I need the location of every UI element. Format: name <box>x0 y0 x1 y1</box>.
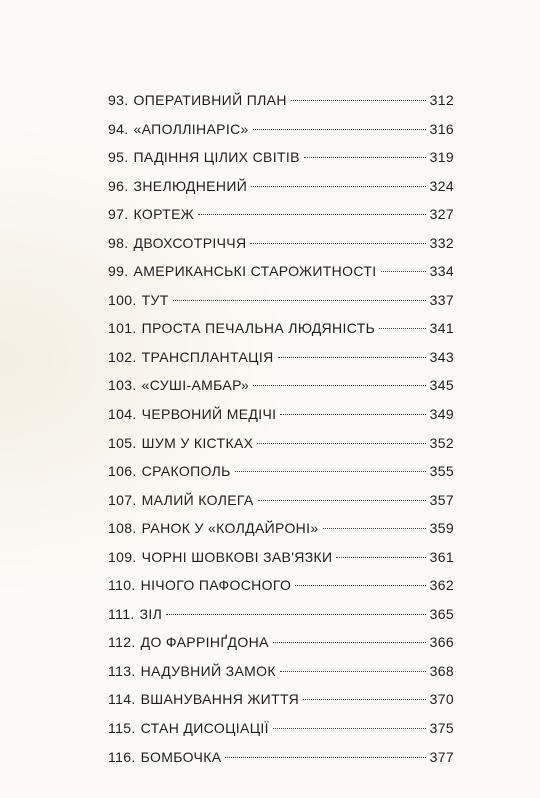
toc-entry-number: 100. <box>108 291 137 308</box>
dot-leader <box>273 728 426 729</box>
toc-entry <box>108 400 454 429</box>
toc-entry-page-number: 345 <box>429 377 454 394</box>
toc-entry <box>108 571 454 600</box>
toc-entry <box>108 172 454 201</box>
toc-entry-title: ПРОСТА ПЕЧАЛЬНА ЛЮДЯНІСТЬ <box>141 320 376 337</box>
toc-entry <box>108 743 454 772</box>
toc-entry-title: ПАДІННЯ ЦІЛИХ СВІТІВ <box>133 149 300 166</box>
toc-entry-page-number: 375 <box>429 720 454 737</box>
toc-entry-title: «СУШІ-АМБАР» <box>141 377 250 394</box>
toc-entry-number: 107. <box>108 491 137 508</box>
toc-entry <box>108 343 454 372</box>
toc-entry-number: 116. <box>108 748 136 765</box>
toc-entry <box>108 600 454 629</box>
toc-entry-number: 95. <box>108 149 129 166</box>
toc-entry-title: МАЛИЙ КОЛЕГА <box>141 491 254 508</box>
toc-entry-page-number: 334 <box>429 263 454 280</box>
toc-entry-number: 114. <box>108 691 136 708</box>
toc-entry-title: ЗНЕЛЮДНЕНИЙ <box>133 177 248 194</box>
toc-entry-page-number: 377 <box>429 748 454 765</box>
dot-leader <box>379 328 425 329</box>
toc-entry-number: 97. <box>108 206 129 223</box>
toc-entry-number: 112. <box>108 634 136 651</box>
toc-entry-title: ДО ФАРРІНҐДОНА <box>140 634 269 651</box>
toc-entry-page-number: 327 <box>429 206 454 223</box>
toc-entry <box>108 657 454 686</box>
toc-entry-title: ТУТ <box>141 291 169 308</box>
toc-entry-title: ДВОХСОТРІЧЧЯ <box>133 234 247 251</box>
toc-entry-page-number: 355 <box>429 463 454 480</box>
toc-entry-title: КОРТЕЖ <box>133 206 195 223</box>
toc-entry <box>108 200 454 229</box>
toc-entry-title: ТРАНСПЛАНТАЦІЯ <box>141 348 274 365</box>
dot-leader <box>291 100 426 101</box>
toc-entry-page-number: 343 <box>429 348 454 365</box>
toc-entry-page-number: 368 <box>429 662 454 679</box>
toc-entry <box>108 486 454 515</box>
toc-entry <box>108 457 454 486</box>
toc-entry <box>108 543 454 572</box>
toc-entry-number: 102. <box>108 348 137 365</box>
toc-entry-title: АМЕРИКАНСЬКІ СТАРОЖИТНОСТІ <box>133 263 377 280</box>
dot-leader <box>225 757 425 758</box>
toc-entry-number: 94. <box>108 120 129 137</box>
toc-entry-number: 108. <box>108 520 137 537</box>
toc-entry-title: ЗІЛ <box>139 605 163 622</box>
toc-entry <box>108 86 454 115</box>
toc-entry-number: 98. <box>108 234 129 251</box>
dot-leader <box>304 157 426 158</box>
dot-leader <box>381 271 426 272</box>
toc-entry-page-number: 349 <box>429 406 454 423</box>
toc-entry-number: 113. <box>108 662 136 679</box>
dot-leader <box>278 357 426 358</box>
toc-entry-title: СРАКОПОЛЬ <box>141 463 231 480</box>
toc-entry <box>108 115 454 144</box>
dot-leader <box>257 443 425 444</box>
toc-entry-number: 110. <box>108 577 136 594</box>
toc-entry-number: 106. <box>108 463 137 480</box>
toc-entry-title: СТАН ДИСОЦІАЦІЇ <box>140 720 269 737</box>
toc-entry-page-number: 324 <box>429 177 454 194</box>
dot-leader <box>280 414 425 415</box>
toc-entry <box>108 514 454 543</box>
toc-entry-page-number: 357 <box>429 491 454 508</box>
dot-leader <box>295 585 425 586</box>
dot-leader <box>323 528 426 529</box>
toc-entry-page-number: 362 <box>429 577 454 594</box>
toc-entry <box>108 714 454 743</box>
toc-entry-title: ВШАНУВАННЯ ЖИТТЯ <box>140 691 300 708</box>
toc-entry-page-number: 359 <box>429 520 454 537</box>
table-of-contents <box>108 86 454 771</box>
toc-entry-title: «АПОЛЛІНАРІС» <box>133 120 249 137</box>
dot-leader <box>303 699 426 700</box>
toc-entry-title: НІЧОГО ПАФОСНОГО <box>140 577 292 594</box>
toc-entry-page-number: 366 <box>429 634 454 651</box>
toc-entry-page-number: 361 <box>429 548 454 565</box>
dot-leader <box>273 642 426 643</box>
toc-entry <box>108 429 454 458</box>
toc-entry-title: ШУМ У КІСТКАХ <box>141 434 254 451</box>
toc-entry-title: ЧЕРВОНИЙ МЕДІЧІ <box>141 406 277 423</box>
dot-leader <box>280 671 426 672</box>
dot-leader <box>336 557 425 558</box>
toc-entry-page-number: 352 <box>429 434 454 451</box>
dot-leader <box>173 300 426 301</box>
toc-entry-title: БОМБОЧКА <box>140 748 222 765</box>
toc-entry <box>108 371 454 400</box>
toc-entry <box>108 229 454 258</box>
toc-entry-title: ЧОРНІ ШОВКОВІ ЗАВ'ЯЗКИ <box>141 548 333 565</box>
toc-entry-page-number: 341 <box>429 320 454 337</box>
toc-entry-number: 111. <box>108 605 135 622</box>
dot-leader <box>198 214 426 215</box>
toc-entry-page-number: 312 <box>429 92 454 108</box>
toc-entry-title: НАДУВНИЙ ЗАМОК <box>140 662 276 679</box>
dot-leader <box>258 500 426 501</box>
dot-leader <box>250 243 425 244</box>
toc-entry-number: 109. <box>108 548 137 565</box>
toc-entry-number: 101. <box>108 320 137 337</box>
toc-entry <box>108 628 454 657</box>
dot-leader <box>251 186 425 187</box>
dot-leader <box>253 129 426 130</box>
toc-entry-number: 115. <box>108 720 136 737</box>
toc-entry-page-number: 316 <box>429 120 454 137</box>
toc-entry-page-number: 370 <box>429 691 454 708</box>
toc-entry <box>108 685 454 714</box>
toc-entry-title: ОПЕРАТИВНИЙ ПЛАН <box>133 92 287 108</box>
toc-entry <box>108 257 454 286</box>
dot-leader <box>235 471 426 472</box>
toc-entry-number: 99. <box>108 263 129 280</box>
toc-entry-page-number: 332 <box>429 234 454 251</box>
toc-entry-page-number: 337 <box>429 291 454 308</box>
toc-entry-number: 93. <box>108 92 129 108</box>
toc-entry-number: 104. <box>108 406 137 423</box>
toc-entry-number: 96. <box>108 177 129 194</box>
toc-entry-page-number: 319 <box>429 149 454 166</box>
dot-leader <box>166 614 425 615</box>
toc-entry <box>108 286 454 315</box>
dot-leader <box>253 385 425 386</box>
toc-entry <box>108 314 454 343</box>
toc-entry-page-number: 365 <box>429 605 454 622</box>
toc-entry-number: 105. <box>108 434 137 451</box>
toc-entry-title: РАНОК У «КОЛДАЙРОНІ» <box>141 520 319 537</box>
toc-entry-number: 103. <box>108 377 137 394</box>
toc-entry <box>108 143 454 172</box>
